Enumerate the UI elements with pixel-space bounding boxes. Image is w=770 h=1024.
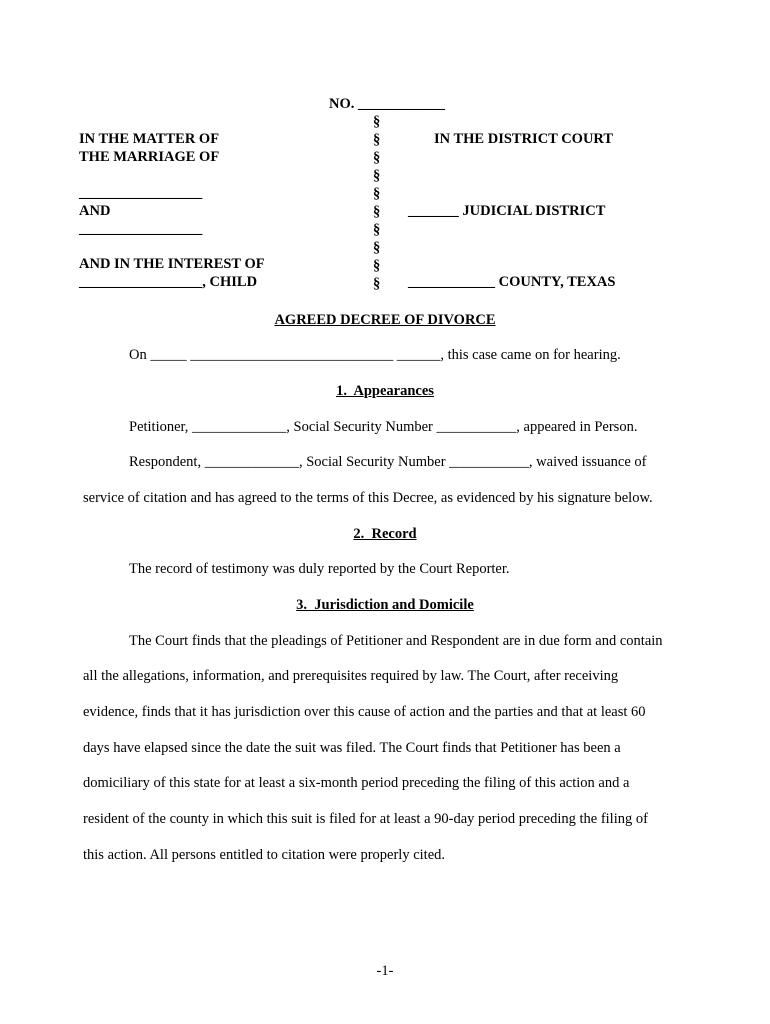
jurisdiction-line: domiciliary of this state for at least a six-month period preceding the filing of this action and a xyxy=(83,775,630,791)
hearing-line: On _____ ____________________________ ______, this case came on for hearing. xyxy=(129,347,621,363)
caption-court: IN THE DISTRICT COURT xyxy=(434,131,614,147)
section-symbol: § xyxy=(373,276,381,292)
caption-matter-line2: THE MARRIAGE OF xyxy=(79,149,220,165)
jurisdiction-line: all the allegations, information, and prerequisites required by law. The Court, after receiving xyxy=(83,668,619,684)
jurisdiction-line: evidence, finds that it has jurisdiction over this cause of action and the parties and that at least 60 xyxy=(83,704,646,720)
page-number: -1- xyxy=(376,963,394,979)
petitioner-line: Petitioner, _____________, Social Security Number ___________, appeared in Person. xyxy=(129,419,638,435)
section-heading-jurisdiction: 3. Jurisdiction and Domicile xyxy=(296,597,474,613)
document-title: AGREED DECREE OF DIVORCE xyxy=(274,312,496,328)
caption-party2-blank: _________________ xyxy=(79,221,203,237)
caption-interest: AND IN THE INTEREST OF xyxy=(79,256,265,272)
record-text: The record of testimony was duly reported by the Court Reporter. xyxy=(129,561,510,577)
section-heading-appearances: 1. Appearances xyxy=(336,383,434,399)
section-symbol: § xyxy=(373,258,381,274)
section-symbol: § xyxy=(373,240,381,256)
section-symbol: § xyxy=(373,132,381,148)
respondent-line2: service of citation and has agreed to the terms of this Decree, as evidenced by his signature below. xyxy=(83,490,653,506)
section-symbol: § xyxy=(373,204,381,220)
caption-child: _________________, CHILD xyxy=(79,274,258,290)
caption-party1-blank: _________________ xyxy=(79,185,203,201)
caption-judicial-district: _______ JUDICIAL DISTRICT xyxy=(408,203,606,219)
caption-matter-line1: IN THE MATTER OF xyxy=(79,131,220,147)
respondent-line1: Respondent, _____________, Social Security Number ___________, waived issuance of xyxy=(129,454,647,470)
section-heading-record: 2. Record xyxy=(353,526,417,542)
caption-and: AND xyxy=(79,203,111,219)
caption-county: ____________ COUNTY, TEXAS xyxy=(408,274,616,290)
section-symbol: § xyxy=(373,114,381,130)
jurisdiction-line: this action. All persons entitled to citation were properly cited. xyxy=(83,847,446,863)
section-symbol: § xyxy=(373,150,381,166)
section-symbol: § xyxy=(373,186,381,202)
jurisdiction-line: days have elapsed since the date the suit was filed. The Court finds that Petitioner has been a xyxy=(83,740,621,756)
case-number: NO. ____________ xyxy=(329,96,445,112)
jurisdiction-line: resident of the county in which this suit is filed for at least a 90-day period preceding the filing of xyxy=(83,811,648,827)
jurisdiction-line: The Court finds that the pleadings of Petitioner and Respondent are in due form and contain xyxy=(129,633,663,649)
section-symbol: § xyxy=(373,222,381,238)
section-symbol: § xyxy=(373,168,381,184)
